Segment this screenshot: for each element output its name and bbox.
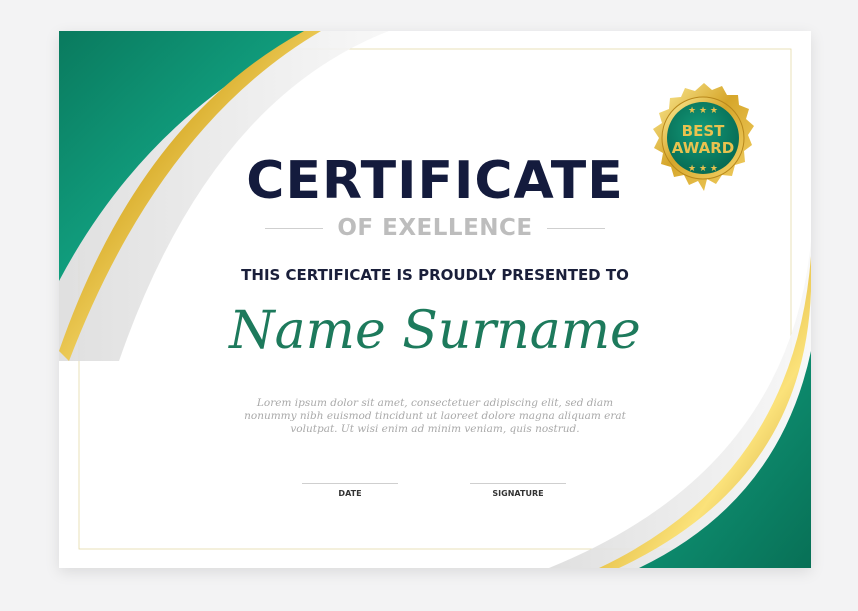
body-text: Lorem ipsum dolor sit amet, consectetuer adipiscing elit, sed diam nonummy nibh euismod tincidunt ut laoreet dolore magna aliquam erat volutpat. Ut wisi enim ad minim veniam, quis nostrud. [244,397,626,435]
date-line [302,483,398,484]
badge-line2: AWARD [671,139,735,157]
presented-to-text: THIS CERTIFICATE IS PROUDLY PRESENTED TO [241,266,629,284]
signature-label: SIGNATURE [492,489,544,498]
best-award-badge [642,81,766,205]
date-block [302,483,398,498]
recipient-name: Name Surname [229,301,641,361]
badge-line1: BEST [681,122,725,140]
signature-block [470,483,566,498]
badge-star-top: ★ ★ ★ [688,106,718,116]
subtitle-left-rule [265,228,323,229]
certificate-title: CERTIFICATE [246,151,624,211]
subtitle-right-rule [547,228,605,229]
signature-line [470,483,566,484]
certificate [59,31,811,568]
certificate-subtitle: OF EXELLENCE [337,215,533,241]
date-label: DATE [338,489,362,498]
subtitle-row [59,215,811,241]
badge-star-bottom: ★ ★ ★ [688,164,718,174]
